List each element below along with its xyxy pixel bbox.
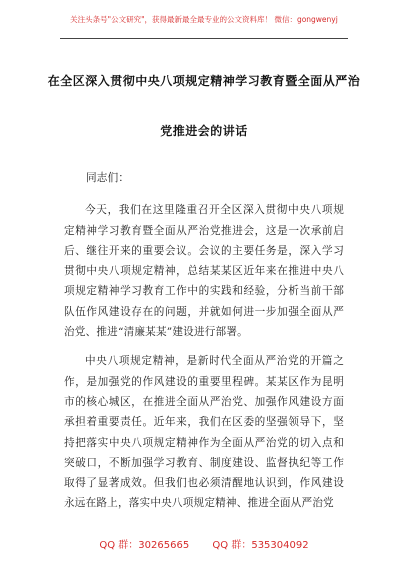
document-title-line-1: 在全区深入贯彻中央八项规定精神学习教育暨全面从严治 xyxy=(47,74,361,88)
salutation: 同志们： xyxy=(86,172,130,184)
header-divider xyxy=(60,38,348,39)
paragraph-2: 中央八项规定精神，是新时代全面从严治党的开篇之作，是加强党的作风建设的重要里程碑。某某区作为昆明市的核心城区，在推进全面从严治党、加强作风建设方面承担着重要责任。近年来，我们在区委的坚强领导下，坚持把落实中央八项规定精神作为全面从严治党的切入点和突破口，不断加强学习教育、制度建设、监督执纪等工作取得了显著成效。但我们也必须清醒地认识到，作风建设永远在路上，落实中央八项规定精神、推进全面从严治党 xyxy=(64,355,344,510)
document-body xyxy=(64,168,344,523)
header-note: 关注头条号"公文研究"，获得最新最全最专业的公文资料库！ 微信：gongwenyj xyxy=(70,15,338,24)
footer-qq-group-1: QQ 群：30265665 xyxy=(99,540,190,551)
footer-qq-group-2: QQ 群：535304092 xyxy=(212,540,309,551)
footer-contacts xyxy=(0,536,408,551)
document-title-line-2: 党推进会的讲话 xyxy=(160,124,248,138)
paragraph-1: 今天，我们在这里隆重召开全区深入贯彻中央八项规定精神学习教育暨全面从严治党推进会，这是一次承前启后、继往开来的重要会议。会议的主要任务是，深入学习贯彻中央八项规定精神，总结某某区近年来在推进中央八项规定精神学习教育工作中的实践和经验，分析当前干部队伍作风建设存在的问题，并就如何进一步加强全面从严治党、推进“清廉某某”建设进行部署。 xyxy=(64,204,344,339)
